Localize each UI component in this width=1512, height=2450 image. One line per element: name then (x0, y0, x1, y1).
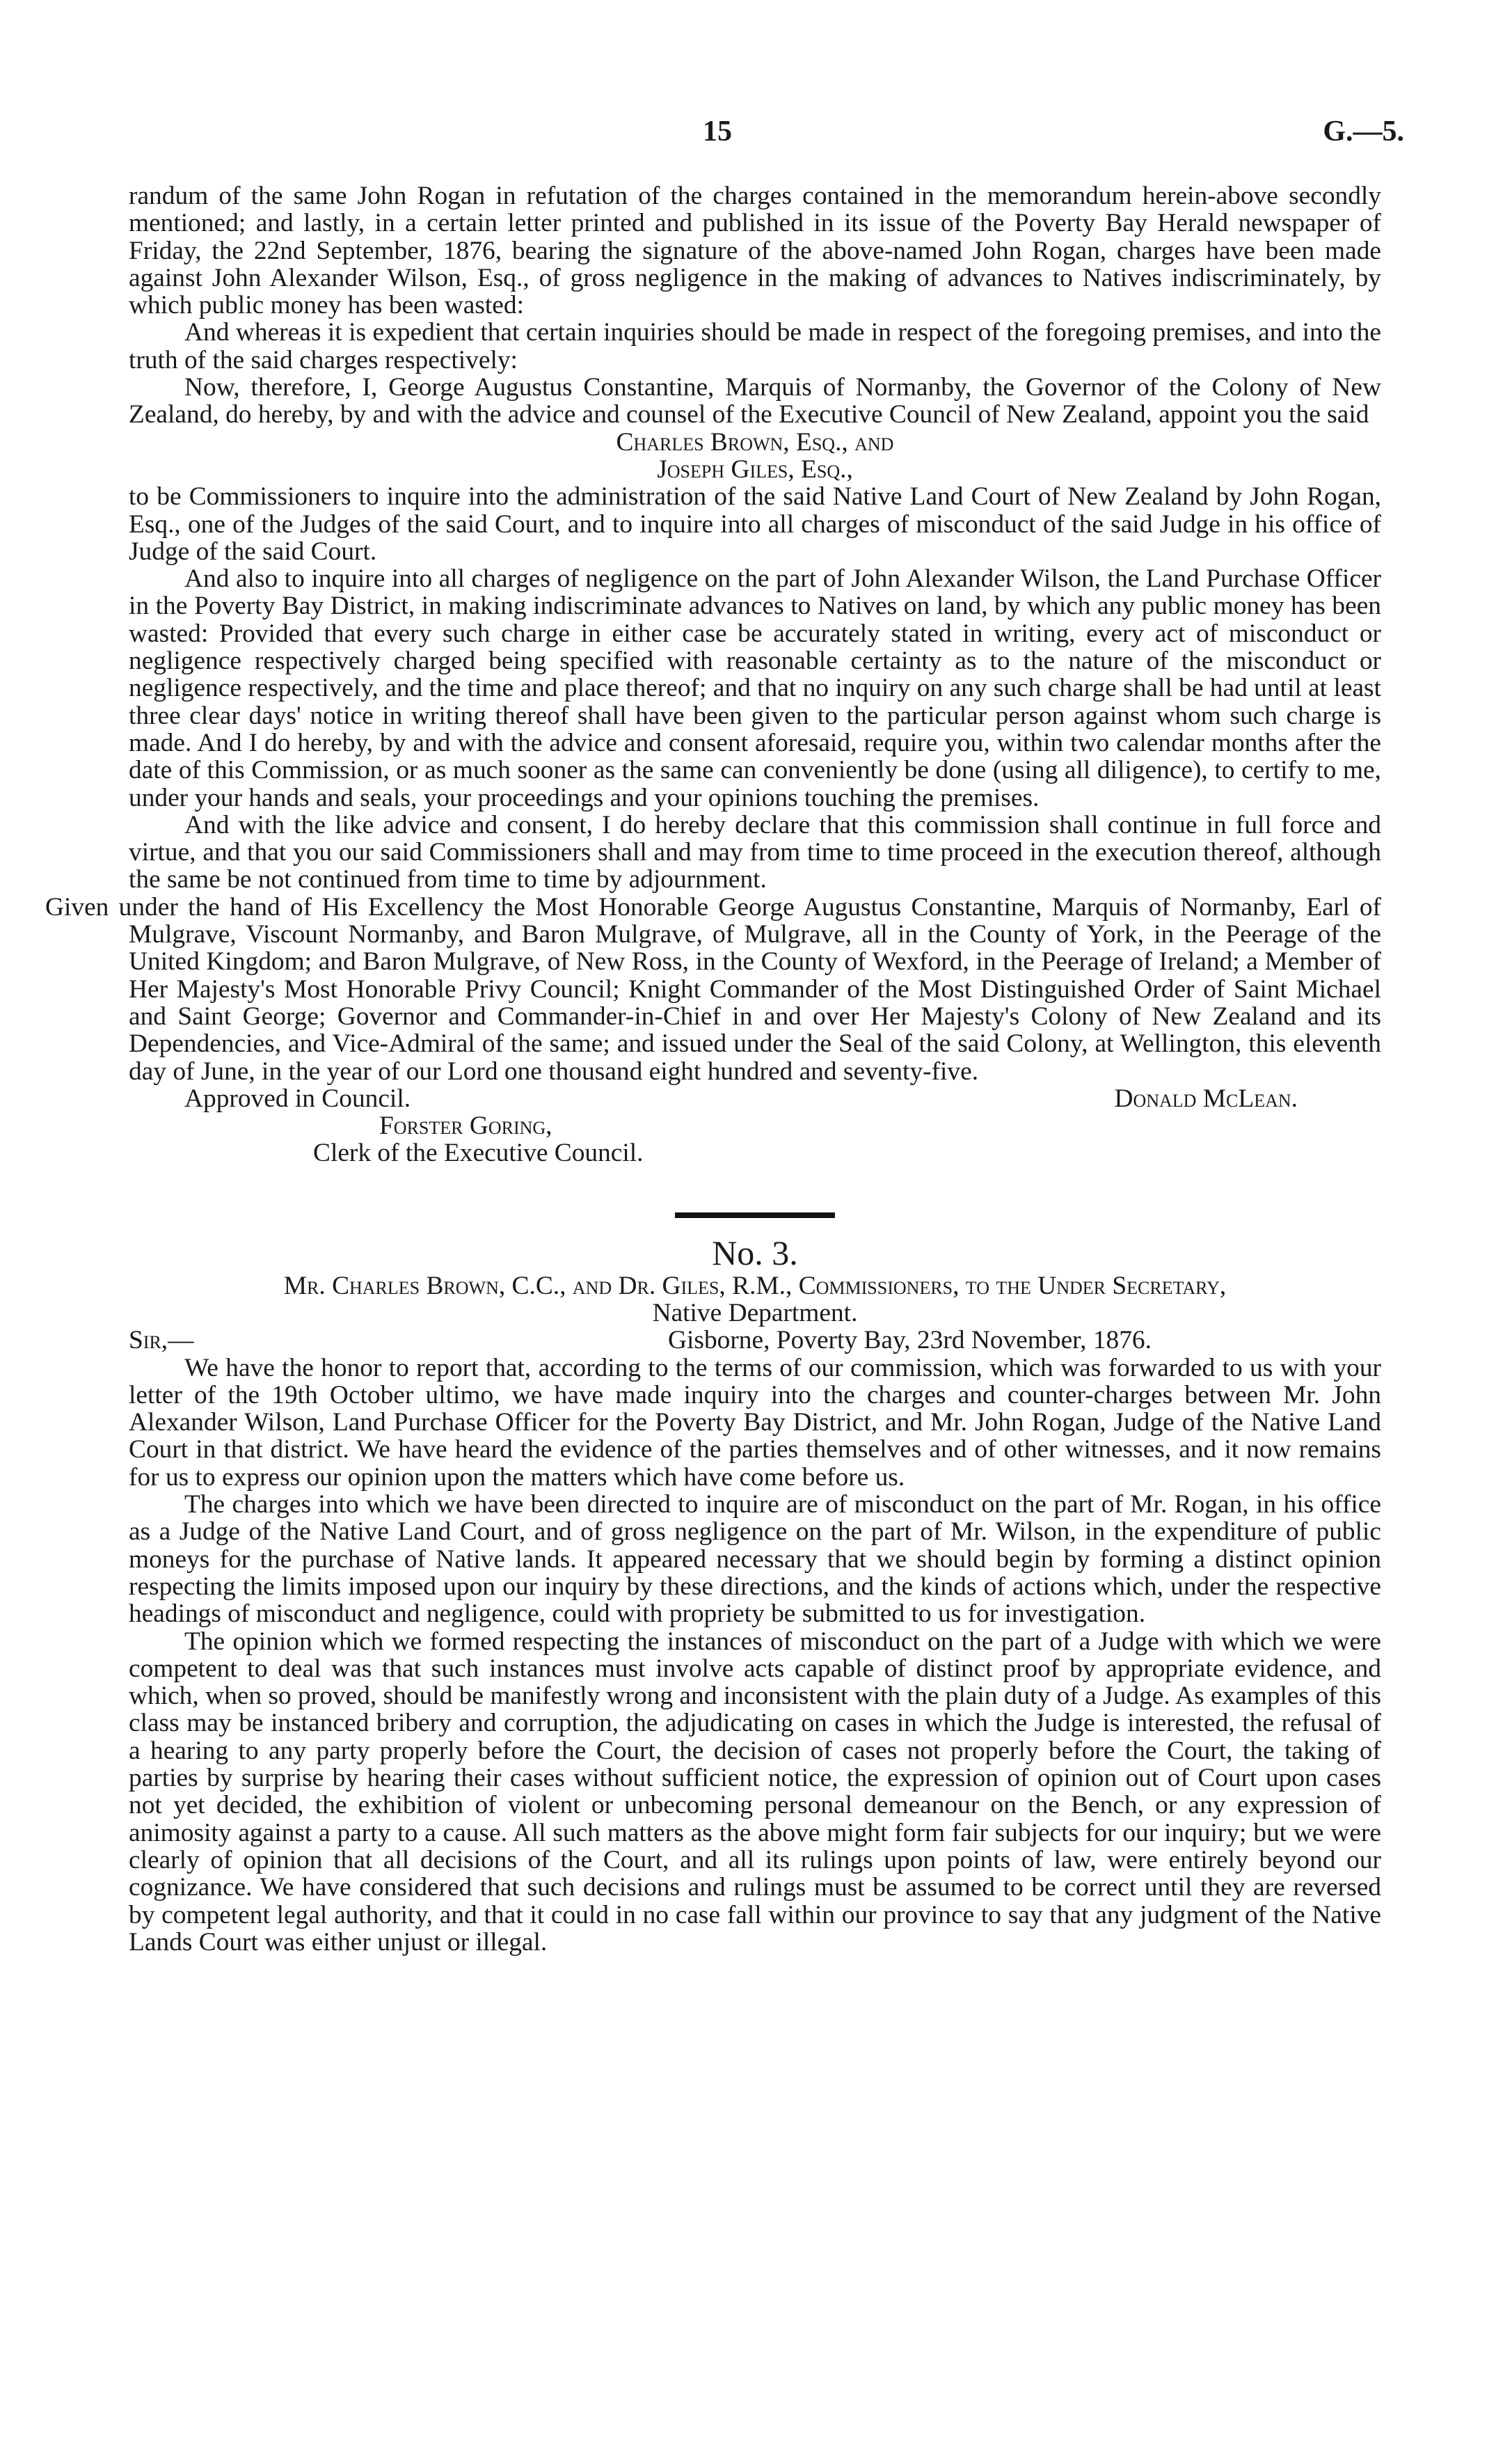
recital-paragraph: randum of the same John Rogan in refutation of the charges contained in the memorandum herein-above secondly mentioned; and lastly, in a certain letter printed and published in its issue of the Poverty Bay Herald newspaper of Friday, the 22nd September, 1876, bearing the signature of the above-named John Rogan, charges have been made against John Alexander Wilson, Esq., of gross negligence in the making of advances to Natives indiscriminately, by which public money has been wasted: (129, 182, 1381, 320)
approved-in-council: Approved in Council. (184, 1084, 411, 1113)
page-header (0, 115, 1512, 157)
clerk-title: Clerk of the Executive Council. (313, 1139, 644, 1168)
salutation: Sir,— (129, 1326, 194, 1355)
letter-paragraph: The opinion which we formed respecting the instances of misconduct on the part of a Judge with which we were competent to deal was that such instances must involve acts capable of distinct proof by appropriate evidence, and which, when so proved, should be manifestly wrong and inconsistent with the plain duty of a Judge. As examples of this class may be instanced bribery and corruption, the adjudicating on cases in which the Judge is interested, the refusal of a hearing to any party properly before the Court, the decision of cases not properly before the Court, the taking of parties by surprise by hearing their cases without sufficient notice, the expression of opinion out of Court upon cases not yet decided, the exhibition of violent or unbecoming personal demeanour on the Bench, or any expression of animosity against a party to a cause. All such matters as the above might form fair subjects for our inquiry; but we were clearly of opinion that all decisions of the Court, and all its rulings upon points of law, were entirely beyond our cognizance. We have considered that such decisions and rulings must be assumed to be correct until they are reversed by competent legal authority, and that it could in no case fall within our province to say that any judgment of the Native Lands Court was either unjust or illegal. (129, 1627, 1381, 1957)
page-reference: G.—5. (1323, 116, 1404, 148)
letter-title: Mr. Charles Brown, C.C., and Dr. Giles, R.M., Commissioners, to the Under Secretary, (283, 1271, 1227, 1300)
given-under-hand-clause: Given under the hand of His Excellency the Most Honorable George Augustus Constantine, Marquis of Normanby, Earl of Mulgrave, Viscount Normanby, and Baron Mulgrave, of Mulgrave, all in the County of York, in the Peerage of the United Kingdom; and Baron Mulgrave, of New Ross, in the County of Wexford, in the Peerage of Ireland; a Member of Her Majesty's Most Honorable Privy Council; Knight Commander of the Most Distinguished Order of Saint Michael and Saint George; Governor and Commander-in-Chief in and over Her Majesty's Colony of New Zealand and its Dependencies, and Vice-Admiral of the same; and issued under the Seal of the said Colony, at Wellington, this eleventh day of June, in the year of our Lord one thousand eight hundred and seventy-five. (45, 892, 1381, 1086)
salutation-row (129, 1327, 1381, 1354)
page-number: 15 (703, 116, 732, 148)
clerk-name: Forster Goring, (379, 1112, 552, 1141)
commissioner-name: Joseph Giles, Esq., (657, 455, 853, 484)
section-divider (675, 1212, 835, 1218)
commission-paragraph: to be Commissioners to inquire into the administration of the said Native Land Court of New Zealand by John Rogan, Esq., one of the Judges of the said Court, and to inquire into all charges of misconduct of the said Judge in his office of Judge of the said Court. (129, 482, 1381, 566)
commission-paragraph: And with the like advice and consent, I do hereby declare that this commission shall continue in full force and virtue, and that you our said Commissioners shall and may from time to time proceed in the execution thereof, although the same be not continued from time to time by adjournment. (129, 810, 1381, 894)
letter-title-department: Native Department. (652, 1298, 858, 1327)
document-body (45, 182, 1381, 1957)
commission-paragraph: And also to inquire into all charges of negligence on the part of John Alexander Wilson, the Land Purchase Officer in the Poverty Bay District, in making indiscriminate advances to Natives on land, by which any public money has been wasted: Provided that every such charge in either case be accurately stated in writing, every act of misconduct or negligence respectively charged being specified with reasonable certainty as to the nature of the misconduct or negligence respectively, and the time and place thereof; and that no inquiry on any such charge shall be had until at least three clear days' notice in writing thereof shall have been given to the particular person against whom such charge is made. And I do hereby, by and with the advice and consent aforesaid, require you, within two calendar months after the date of this Commission, or as much sooner as the same can conveniently be done (using all diligence), to certify to me, under your hands and seals, your proceedings and your opinions touching the premises. (129, 564, 1381, 812)
letter-paragraph: The charges into which we have been directed to inquire are of misconduct on the part of Mr. Rogan, in his office as a Judge of the Native Land Court, and of gross negligence on the part of Mr. Wilson, in the expenditure of public moneys for the purchase of Native lands. It appeared necessary that we should begin by forming a distinct opinion respecting the limits imposed upon our inquiry by these directions, and the kinds of actions which, under the respective headings of misconduct and negligence, could with propriety be submitted to us for investigation. (129, 1490, 1381, 1629)
signer-name: Donald McLean. (1114, 1084, 1298, 1113)
place-date: Gisborne, Poverty Bay, 23rd November, 1876. (668, 1326, 1152, 1355)
commissioner-name: Charles Brown, Esq., and (616, 427, 894, 457)
signature-row (129, 1085, 1381, 1112)
appointment-paragraph: Now, therefore, I, George Augustus Constantine, Marquis of Normanby, the Governor of the Colony of New Zealand, do hereby, by and with the advice and counsel of the Executive Council of New Zealand, appoint you the said (129, 373, 1381, 429)
recital-paragraph: And whereas it is expedient that certain inquiries should be made in respect of the foregoing premises, and into the truth of the said charges respectively: (129, 318, 1381, 374)
letter-number: No. 3. (712, 1233, 798, 1272)
letter-paragraph: We have the honor to report that, according to the terms of our commission, which was forwarded to us with your letter of the 19th October ultimo, we have made inquiry into the charges and counter-charges between Mr. John Alexander Wilson, Land Purchase Officer for the Poverty Bay District, and Mr. John Rogan, Judge of the Native Land Court in that district. We have heard the evidence of the parties themselves and of other witnesses, and it now remains for us to express our opinion upon the matters which have come before us. (129, 1353, 1381, 1492)
